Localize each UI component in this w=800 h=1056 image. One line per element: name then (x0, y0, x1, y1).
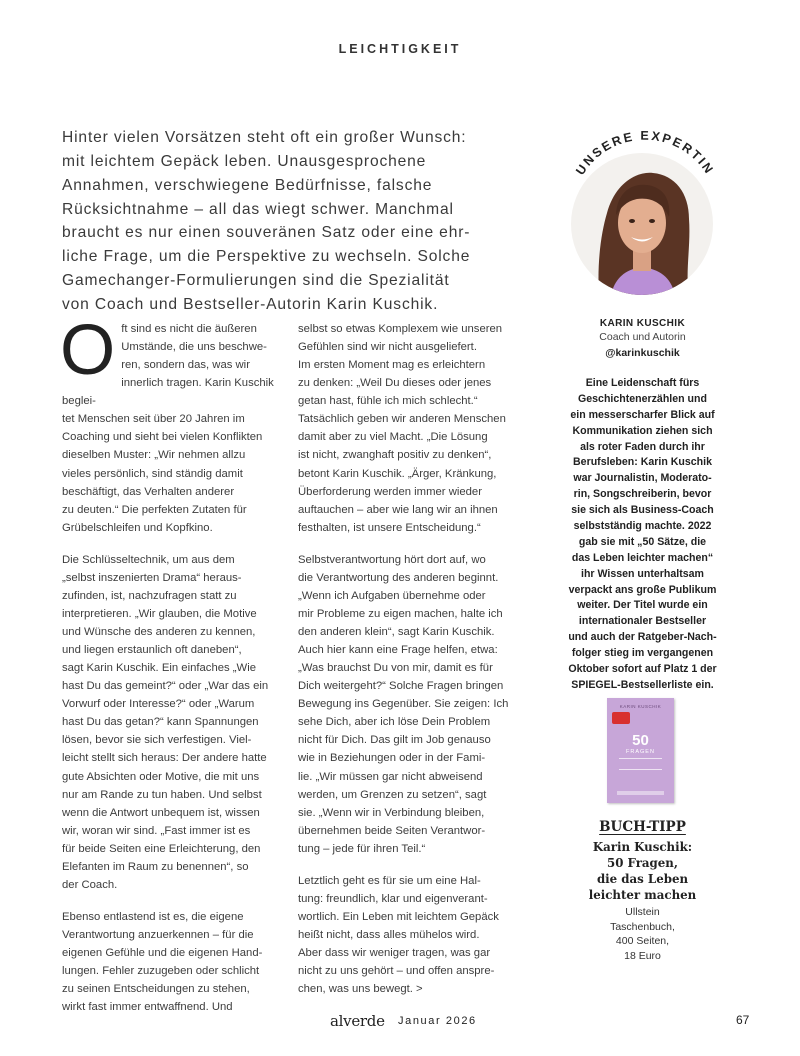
book-tip-info: Ullstein Taschenbuch, 400 Seiten, 18 Euro (610, 906, 675, 963)
paragraph: selbst so etwas Komplexem wie unseren Gefühlen sind wir nicht ausgeliefert. Im ersten Moment mag es erleichtern zu denken: „Weil Du dieses oder jenes getan hast, fühle ich mich schlecht.“ Tatsächlich geben wir anderen Menschen damit aber zu viel Macht. „Die Lösung ist nicht, zwanghaft positiv zu denken“, betont Karin Kuschik. „Ärger, Kränkung, Überforderung werden immer wieder auftauchen – aber wie lang wir an ihnen festhalten, ist unsere Entscheidung.“ (298, 323, 506, 534)
article-lead: Hinter vielen Vorsätzen steht oft ein großer Wunsch: mit leichtem Gepäck leben. Unausgesprochene Annahmen, verschwiegene Bedürfnisse, falsche Rücksichtnahme – all das wiegt schwer. Manchmal braucht es nur einen souveränen Satz oder eine ehr- liche Frage, um die Perspektive zu wechseln. Solche Gamechanger-Formulierungen sind die Spezialität von Coach und Bestseller-Autorin Karin Kuschik. (62, 129, 471, 313)
book-tip-heading: BUCH-TIPP (599, 819, 686, 835)
article-column-2 (298, 320, 518, 1012)
paragraph: Selbstverantwortung hört dort auf, wo die Verantwortung des anderen beginnt. „Wenn ich Aufgaben übernehme oder mir Probleme zu eigen machen, halte ich den anderen klein“, sagt Karin Kuschik. Auch hier kann eine Frage helfen, etwa: „Was brauchst Du von mir, damit es für Dich weitergeht?“ Solche Fragen bringen Bewegung ins Gegenüber. Sie zeigen: Ich sehe Dich, aber ich löse Dein Problem nicht für Dich. Das gilt im Job genauso wie in Beziehungen oder in der Fami- lie. „Wir müssen gar nicht abweisend werden, um Grenzen zu setzen“, sagt sie. „Wenn wir in Verbindung bleiben, übernehmen beide Seiten Verantwor- tung – jede für ihren Teil.“ (298, 553, 509, 855)
paragraph: Ebenso entlastend ist es, die eigene Verantwortung anzuerkennen – für die eigenen Gefühle und die eigenen Hand- lungen. Fehler zuzugeben oder schlicht zu seinen Entscheidungen zu stehen, wirkt fast immer entwaffnend. Und (62, 910, 263, 1014)
book-cover-word: FRAGEN (626, 749, 655, 755)
article-column-1 (60, 311, 274, 1030)
book-cover-number: 50 (632, 732, 649, 749)
book-tip-title: Karin Kuschik: 50 Fragen, die das Leben leichter machen (588, 840, 697, 902)
book-cover-image (607, 698, 674, 803)
paragraph-text: ft sind es nicht die äußeren Umstände, die uns beschwe- ren, sondern das, was wir innerlich tragen. Karin Kuschik beglei- tet Menschen seit über 20 Jahren im Coaching und sieht bei vielen Konflikten dieselben Muster: „Wir nehmen allzu vieles persönlich, sind ständig damit beschäftigt, das Verhalten anderer zu deuten.“ Die perfekten Zutaten für Grübelschleifen und Kopfkino. (62, 323, 274, 534)
expert-name: KARIN KUSCHIK (599, 318, 686, 329)
book-cover-author: KARIN KUSCHIK (619, 704, 662, 709)
drop-cap: O (60, 311, 116, 390)
expert-handle[interactable]: @karinkuschik (605, 347, 680, 359)
book-cover-footer (617, 791, 664, 795)
expert-bio: Eine Leidenschaft fürs Geschichtenerzählen und ein messerscharfer Blick auf Kommunikation ziehen sich als roter Faden durch ihr Berufsleben: Karin Kuschik war Journalistin, Moderato- rin, Songschreiberin, bevor sie sich als Business-Coach selbstständig machte. 2022 gab sie mit „50 Sätze, die das Leben leichter machen“ ihr Wissen unterhaltsam verpackt ans große Publikum weiter. Der Titel wurde ein internationaler Bestseller und auch der Ratgeber-Nach- folger stieg im vergangenen Oktober sofort auf Platz 1 der SPIEGEL-Bestsellerliste ein. (568, 377, 717, 691)
issue-date: Januar 2026 (398, 1015, 477, 1027)
paragraph: Letztlich geht es für sie um eine Hal- tung: freundlich, klar und eigenverant- wortlich. Ein Leben mit leichtem Gepäck heißt nicht, dass alles mühelos wird. Aber dass wir weniger tragen, was gar nicht zu uns gehört – und offen anspre- chen, was uns bewegt. > (298, 874, 499, 996)
expert-portrait (571, 153, 713, 295)
section-kicker: LEICHTIGKEIT (338, 42, 462, 56)
page-number: 67 (736, 1013, 750, 1027)
bestseller-sticker (612, 712, 630, 724)
magazine-logo: alverde (330, 1012, 385, 1030)
paragraph: Die Schlüsseltechnik, um aus dem „selbst inszenierten Drama“ heraus- zufinden, ist, nachzufragen statt zu interpretieren. „Wir glauben, die Motive und Wünsche des anderen zu kennen, und liegen erstaunlich oft daneben“, sagt Karin Kuschik. Ein einfaches „Wie hast Du das gemeint?“ oder „War das ein Vorwurf oder Interesse?“ oder „Warum hast Du das getan?“ kann Spannungen lösen, bevor sie sich verfestigen. Viel- leicht stellt sich heraus: Der andere hatte gute Absichten oder Motive, die mit uns nur am Rande zu tun haben. Und selbst wenn die Antwort unbequem ist, wissen wir, woran wir sind. „Fast immer ist es für beide Seiten eine Erleichterung, den Elefanten im Raum zu benennen“, so der Coach. (62, 553, 269, 891)
arc-text: UNSERE EXPERTIN (573, 128, 717, 178)
expert-role: Coach und Autorin (599, 331, 686, 343)
paragraph (60, 311, 274, 537)
book-cover-subtitle (619, 758, 662, 770)
